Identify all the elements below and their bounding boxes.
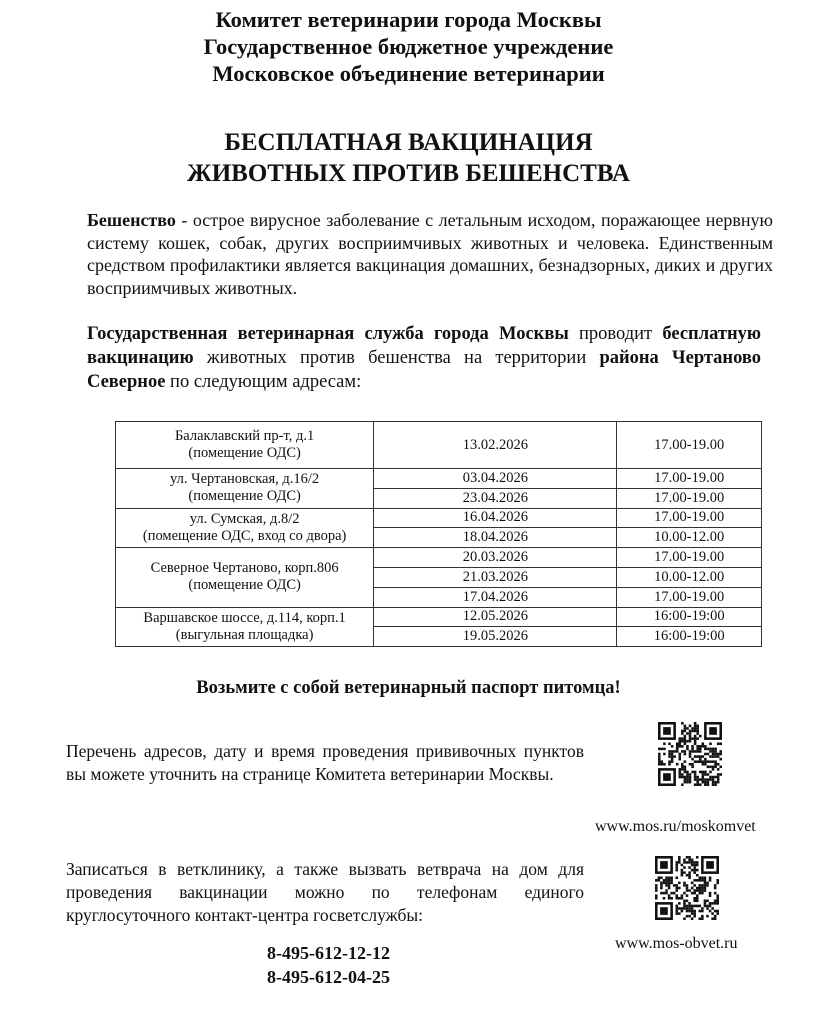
service-text-3: по следующим адресам: <box>165 372 362 392</box>
intro-text: - острое вирусное заболевание с летальным исходом, поражающее нервную систему кошек, собак, других восприимчивых животных и человека. Единственным средством профилактики является вакцинация домашних, безнадзорных, диких и других восприимчивых животных. <box>87 210 773 298</box>
address-line: ул. Чертановская, д.16/2 <box>170 471 320 488</box>
org-header <box>0 6 817 87</box>
service-org: Государственная ветеринарная служба города Москвы <box>87 324 569 344</box>
passport-reminder: Возьмите с собой ветеринарный паспорт питомца! <box>196 678 621 698</box>
header-line-committee: Комитет ветеринарии города Москвы <box>215 7 602 32</box>
address-cell <box>116 508 374 548</box>
intro-paragraph <box>87 209 773 299</box>
address-note: (помещение ОДС) <box>188 577 301 594</box>
service-free: бесплатную вакцинацию <box>87 324 761 368</box>
date-cell: 21.03.2026 <box>374 567 617 587</box>
address-cell <box>116 422 374 469</box>
time-cell: 17.00-19.00 <box>617 422 762 469</box>
service-paragraph <box>87 322 761 394</box>
moskomvet-url[interactable]: www.mos.ru/moskomvet <box>595 818 756 835</box>
address-line: ул. Сумская, д.8/2 <box>189 510 300 527</box>
schedule-row <box>116 607 762 627</box>
time-cell: 17.00-19.00 <box>617 508 762 528</box>
time-cell: 16:00-19:00 <box>617 627 762 647</box>
phone-number[interactable]: 8-495-612-12-12 <box>267 943 390 963</box>
time-cell: 17.00-19.00 <box>617 469 762 489</box>
address-note: (помещение ОДС, вход со двора) <box>142 527 347 544</box>
schedule-row <box>116 508 762 528</box>
address-note: (помещение ОДС) <box>188 488 301 505</box>
address-line: Варшавское шоссе, д.114, корп.1 <box>143 609 346 626</box>
title-line-1: БЕСПЛАТНАЯ ВАКЦИНАЦИЯ <box>224 129 593 156</box>
page-title <box>0 127 817 189</box>
header-line-institution: Государственное бюджетное учреждение <box>203 34 614 59</box>
address-cell <box>116 607 374 647</box>
intro-term: Бешенство <box>87 210 176 230</box>
date-cell: 23.04.2026 <box>374 488 617 508</box>
schedule-row <box>116 422 762 469</box>
date-cell: 19.05.2026 <box>374 627 617 647</box>
time-cell: 10.00-12.00 <box>617 567 762 587</box>
time-cell: 17.00-19.00 <box>617 587 762 607</box>
contact-paragraph: Записаться в ветклинику, а также вызвать ветврача на дом для проведения вакцинации можно по телефонам единого круглосуточного контакт-центра госветслужбы: <box>66 859 584 925</box>
address-note: (выгульная площадка) <box>175 626 314 643</box>
header-line-association: Московское объединение ветеринарии <box>212 61 605 86</box>
time-cell: 17.00-19.00 <box>617 488 762 508</box>
schedule-row <box>116 548 762 568</box>
address-note: (помещение ОДС) <box>188 445 301 461</box>
service-district: района Чертаново Северное <box>87 348 761 392</box>
date-cell: 03.04.2026 <box>374 469 617 489</box>
schedule-table <box>115 421 762 647</box>
title-line-2: ЖИВОТНЫХ ПРОТИВ БЕШЕНСТВА <box>187 160 630 187</box>
date-cell: 13.02.2026 <box>374 422 617 469</box>
qr-code-icon[interactable] <box>658 722 722 786</box>
qr-code-icon[interactable] <box>655 856 719 920</box>
date-cell: 16.04.2026 <box>374 508 617 528</box>
address-cell <box>116 469 374 509</box>
phone-list <box>0 941 737 989</box>
time-cell: 16:00-19:00 <box>617 607 762 627</box>
info-paragraph: Перечень адресов, дату и время проведения прививочных пунктов вы можете уточнить на странице Комитета ветеринарии Москвы. <box>66 741 584 784</box>
phone-number[interactable]: 8-495-612-04-25 <box>267 967 390 987</box>
time-cell: 17.00-19.00 <box>617 548 762 568</box>
date-cell: 18.04.2026 <box>374 528 617 548</box>
address-line: Балаклавский пр-т, д.1 <box>174 428 315 444</box>
mos-obvet-url[interactable]: www.mos-obvet.ru <box>615 935 738 952</box>
service-text-1: проводит <box>568 324 663 344</box>
address-line: Северное Чертаново, корп.806 <box>150 560 339 577</box>
date-cell: 12.05.2026 <box>374 607 617 627</box>
schedule-row <box>116 469 762 489</box>
date-cell: 17.04.2026 <box>374 587 617 607</box>
date-cell: 20.03.2026 <box>374 548 617 568</box>
service-text-2: животных против бешенства на территории <box>193 348 600 368</box>
address-cell <box>116 548 374 607</box>
time-cell: 10.00-12.00 <box>617 528 762 548</box>
